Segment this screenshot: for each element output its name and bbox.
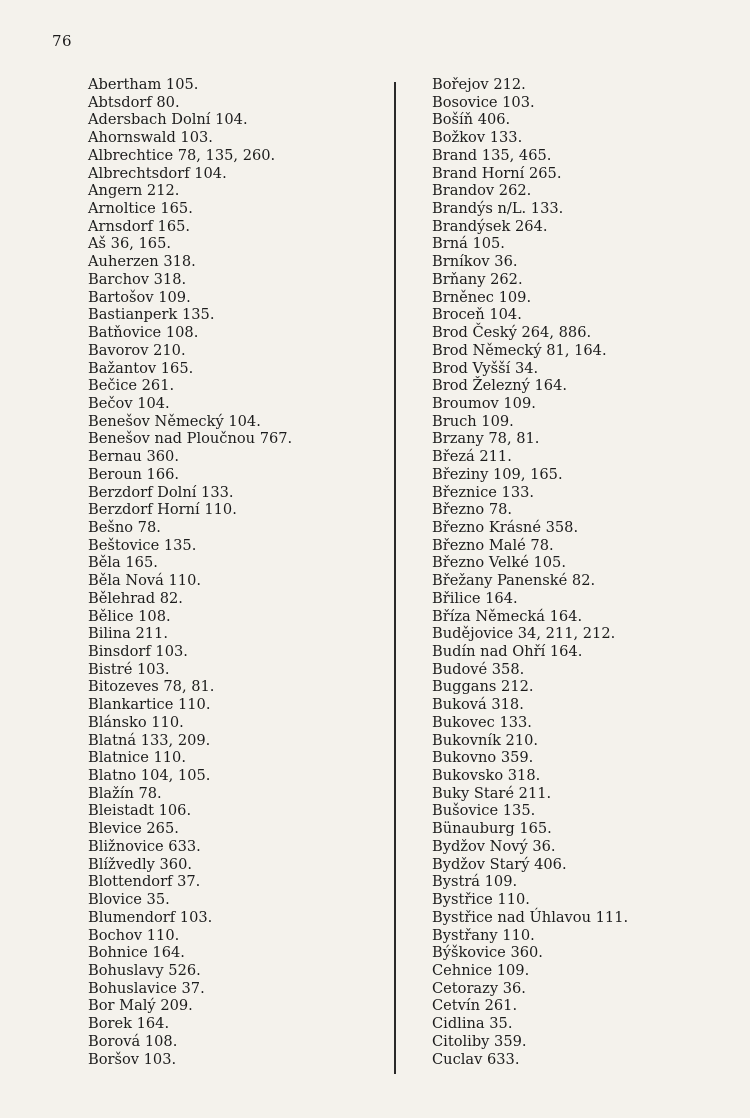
index-entry: Bernau 360. xyxy=(88,448,179,466)
index-entry: Angern 212. xyxy=(88,182,180,200)
index-entry: Adersbach Dolní 104. xyxy=(88,111,248,129)
index-entry: Břežany Panenské 82. xyxy=(432,572,596,590)
index-entry: Břilice 164. xyxy=(432,589,518,607)
index-entry: Borek 164. xyxy=(88,1015,170,1033)
index-entry: Bažantov 165. xyxy=(88,359,194,377)
index-entry: Cetorazy 36. xyxy=(432,979,526,997)
index-entry: Bukovno 359. xyxy=(432,749,534,767)
index-entry: Bošíň 406. xyxy=(432,111,511,129)
index-entry: Brod Německý 81, 164. xyxy=(432,341,607,359)
index-entry: Bleistadt 106. xyxy=(88,802,192,820)
index-entry: Bosovice 103. xyxy=(432,93,535,111)
index-entry: Budín nad Ohří 164. xyxy=(432,643,583,660)
index-entry: Borová 108. xyxy=(88,1032,178,1050)
index-entry: Broumov 109. xyxy=(432,394,536,412)
index-entry: Bor Malý 209. xyxy=(88,997,193,1015)
index-entry: Brand 135, 465. xyxy=(432,146,552,164)
index-entry: Bříza Německá 164. xyxy=(432,607,583,625)
index-entry: Bünauburg 165. xyxy=(432,820,552,838)
index-entry: Blatná 133, 209. xyxy=(88,731,211,749)
index-entry: Brod Vyšší 34. xyxy=(432,359,539,377)
index-entry: Bohuslavy 526. xyxy=(88,961,201,979)
index-entry: Bukovsko 318. xyxy=(432,767,541,785)
index-entry: Bohuslavice 37. xyxy=(88,979,205,997)
index-entry: Bochov 110. xyxy=(88,926,180,944)
index-entry: Berzdorf Dolní 133. xyxy=(88,483,234,501)
index-entry: Březno 78. xyxy=(432,501,513,519)
index-entry: Auherzen 318. xyxy=(88,253,196,271)
index-entry: Březno Krásné 358. xyxy=(432,518,579,536)
index-entry: Boršov 103. xyxy=(88,1050,177,1068)
index-entry: Beštovice 135. xyxy=(88,536,197,554)
index-entry: Abertham 105. xyxy=(88,76,199,93)
index-entry: Blažín 78. xyxy=(88,784,162,802)
page-number: 76 xyxy=(52,32,73,50)
index-entry: Bilina 211. xyxy=(88,625,168,643)
index-entry: Brzany 78, 81. xyxy=(432,430,540,448)
index-entry: Bastianperk 135. xyxy=(88,306,215,324)
index-entry: Bystřice 110. xyxy=(432,891,530,909)
index-entry: Buggans 212. xyxy=(432,678,534,696)
index-entry: Broceň 104. xyxy=(432,306,522,324)
index-entry: Buková 318. xyxy=(432,696,524,714)
index-entry: Březiny 109, 165. xyxy=(432,465,563,483)
index-entry: Cetvín 261. xyxy=(432,997,518,1015)
index-entry: Bohnice 164. xyxy=(88,944,185,962)
index-entry: Blatnice 110. xyxy=(88,749,186,767)
index-entry: Benešov nad Ploučnou 767. xyxy=(88,430,293,448)
index-entry: Citoliby 359. xyxy=(432,1032,527,1050)
index-entry: Březnice 133. xyxy=(432,483,535,501)
index-entry: Bušovice 135. xyxy=(432,802,536,820)
index-entry: Brandýs n/L. 133. xyxy=(432,200,564,218)
index-entry: Bukovník 210. xyxy=(432,731,539,749)
index-entry: Cehnice 109. xyxy=(432,961,530,979)
index-entry: Bruch 109. xyxy=(432,412,514,430)
index-entry: Brandýsek 264. xyxy=(432,217,548,235)
index-entry: Brňany 262. xyxy=(432,270,523,288)
index-entry: Býškovice 360. xyxy=(432,944,543,962)
index-entry: Blovice 35. xyxy=(88,891,170,909)
index-entry: Bitozeves 78, 81. xyxy=(88,678,215,696)
index-entry: Blottendorf 37. xyxy=(88,873,201,891)
index-entry: Březno Velké 105. xyxy=(432,554,566,572)
index-entry: Běla 165. xyxy=(88,554,158,572)
index-entry: Buky Staré 211. xyxy=(432,784,552,802)
index-entry: Barchov 318. xyxy=(88,270,187,288)
index-entry: Bořejov 212. xyxy=(432,76,526,93)
index-entry: Arnoltice 165. xyxy=(88,200,193,218)
index-entry: Bartošov 109. xyxy=(88,288,191,306)
index-entry: Bukovec 133. xyxy=(432,713,532,731)
index-entry: Blankartice 110. xyxy=(88,696,211,714)
index-entry: Brod Český 264, 886. xyxy=(432,324,592,342)
index-entry: Bystřice nad Úhlavou 111. xyxy=(432,908,629,926)
index-entry: Bydžov Nový 36. xyxy=(432,837,556,855)
index-entry: Brná 105. xyxy=(432,235,505,253)
index-entry: Brod Železný 164. xyxy=(432,377,568,395)
index-entry: Březno Malé 78. xyxy=(432,536,554,554)
column-divider xyxy=(394,82,396,1074)
index-entry: Bydžov Starý 406. xyxy=(432,855,567,873)
index-entry: Batňovice 108. xyxy=(88,324,199,342)
index-entry: Bavorov 210. xyxy=(88,341,186,359)
index-entry: Albrechtsdorf 104. xyxy=(88,164,227,182)
index-column-left xyxy=(88,76,388,1068)
index-entry: Arnsdorf 165. xyxy=(88,217,191,235)
index-entry: Albrechtice 78, 135, 260. xyxy=(88,146,276,164)
index-entry: Brandov 262. xyxy=(432,182,532,200)
index-entry: Bělehrad 82. xyxy=(88,589,183,607)
index-entry: Bystřany 110. xyxy=(432,926,535,944)
index-entry: Božkov 133. xyxy=(432,129,523,147)
index-entry: Brníkov 36. xyxy=(432,253,518,271)
index-entry: Cidlina 35. xyxy=(432,1015,513,1033)
index-entry: Budějovice 34, 211, 212. xyxy=(432,625,616,643)
index-entry: Brand Horní 265. xyxy=(432,164,562,182)
index-entry: Blížvedly 360. xyxy=(88,855,193,873)
index-entry: Aš 36, 165. xyxy=(88,235,172,253)
index-entry: Bečice 261. xyxy=(88,377,175,395)
index-entry: Cuclav 633. xyxy=(432,1050,520,1068)
index-entry: Brněnec 109. xyxy=(432,288,532,306)
index-entry: Bližnovice 633. xyxy=(88,837,201,855)
index-entry: Blatno 104, 105. xyxy=(88,767,211,785)
index-entry: Abtsdorf 80. xyxy=(88,93,180,111)
index-entry: Blánsko 110. xyxy=(88,713,184,731)
index-entry: Benešov Německý 104. xyxy=(88,412,261,430)
index-entry: Berzdorf Horní 110. xyxy=(88,501,237,519)
index-entry: Bystrá 109. xyxy=(432,873,518,891)
index-entry: Budové 358. xyxy=(432,660,525,678)
index-column-right xyxy=(432,76,732,1068)
index-entry: Bečov 104. xyxy=(88,394,170,412)
index-entry: Bešno 78. xyxy=(88,518,161,536)
index-entry: Binsdorf 103. xyxy=(88,643,188,660)
index-entry: Ahornswald 103. xyxy=(88,129,213,147)
index-entry: Blevice 265. xyxy=(88,820,179,838)
index-entry: Beroun 166. xyxy=(88,465,180,483)
index-entry: Bělice 108. xyxy=(88,607,171,625)
index-entry: Bistré 103. xyxy=(88,660,170,678)
index-entry: Běla Nová 110. xyxy=(88,572,202,590)
index-entry: Březá 211. xyxy=(432,448,512,466)
index-entry: Blumendorf 103. xyxy=(88,908,213,926)
